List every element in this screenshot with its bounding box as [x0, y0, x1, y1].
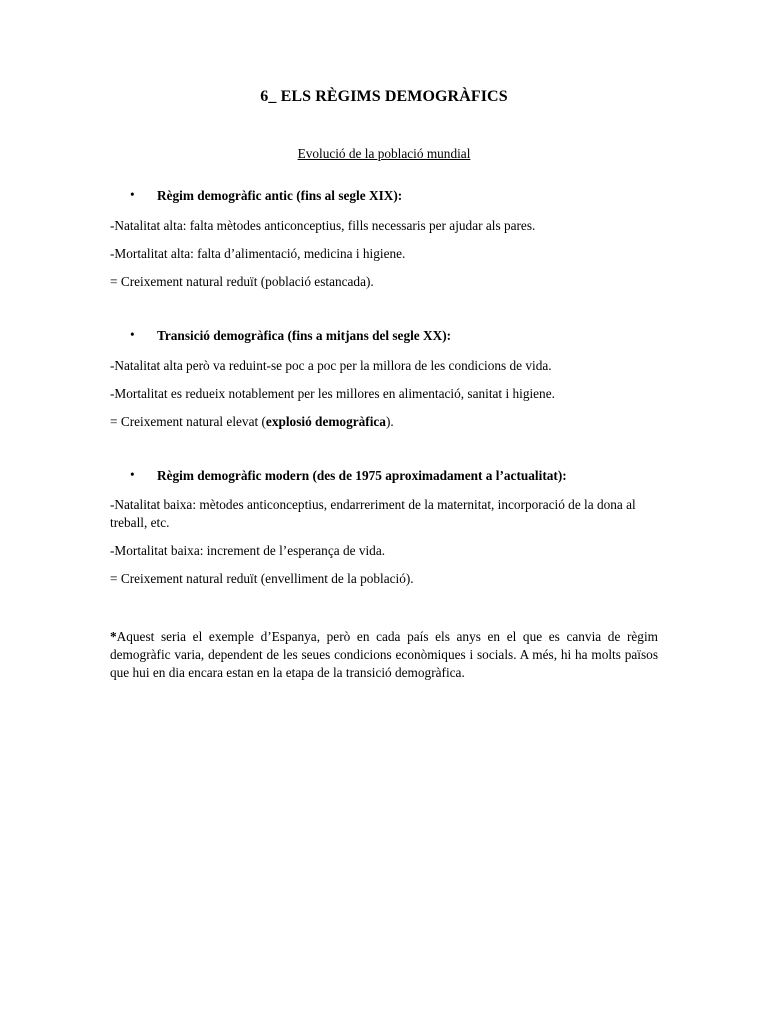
paragraph: -Mortalitat alta: falta d’alimentació, medicina i higiene.	[110, 245, 406, 261]
section-regim-modern	[110, 467, 658, 589]
paragraph	[110, 413, 658, 431]
spacer	[110, 301, 658, 327]
paragraph: = Creixement natural reduït (població estancada).	[110, 273, 374, 289]
section-regim-antic	[110, 187, 658, 291]
document-body	[110, 187, 658, 682]
paragraph: -Natalitat baixa: mètodes anticonceptius, endarreriment de la maternitat, incorporació de la dona al treball, etc.	[110, 497, 636, 531]
paragraph: -Natalitat alta: falta mètodes anticonceptius, fills necessaris per ajudar als pares.	[110, 217, 536, 233]
page-subtitle: Evolució de la població mundial	[297, 146, 471, 161]
growth-prefix: = Creixement natural elevat (	[110, 413, 266, 429]
footnote-asterisk: *	[110, 629, 117, 645]
section-heading	[110, 187, 658, 205]
section-heading-text: Règim demogràfic modern (des de 1975 aproximadament a l’actualitat):	[157, 467, 567, 483]
paragraph: = Creixement natural reduït (envelliment de la població).	[110, 571, 414, 587]
growth-suffix: ).	[385, 413, 394, 429]
paragraph: -Natalitat alta però va reduint-se poc a poc per la millora de les condicions de vida.	[110, 357, 552, 373]
spacer	[110, 441, 658, 467]
footnote	[110, 628, 658, 682]
bullet-icon: •	[130, 187, 135, 202]
bullet-icon: •	[130, 326, 135, 342]
paragraph: -Mortalitat baixa: increment de l’esperança de vida.	[110, 543, 386, 559]
section-heading-text: Transició demogràfica (fins a mitjans del segle XX):	[157, 327, 452, 343]
section-heading	[110, 467, 658, 485]
growth-emphasis: explosió demogràfica	[265, 413, 386, 429]
spacer	[110, 598, 658, 628]
section-transicio	[110, 327, 658, 431]
footnote-text: Aquest seria el exemple d’Espanya, però en cada país els anys en el que es canvia de règim demogràfic varia, dependent de les seues condicions econòmiques i socials. A més, hi ha molts països que hui en dia encara estan en la etapa de la transició demogràfica.	[110, 629, 658, 681]
section-heading	[110, 327, 658, 345]
paragraph: -Mortalitat es redueix notablement per les millores en alimentació, sanitat i higiene.	[110, 385, 555, 401]
page-title: 6_ ELS RÈGIMS DEMOGRÀFICS	[260, 88, 508, 105]
section-heading-text: Règim demogràfic antic (fins al segle XIX):	[157, 188, 403, 203]
bullet-icon: •	[130, 466, 135, 482]
